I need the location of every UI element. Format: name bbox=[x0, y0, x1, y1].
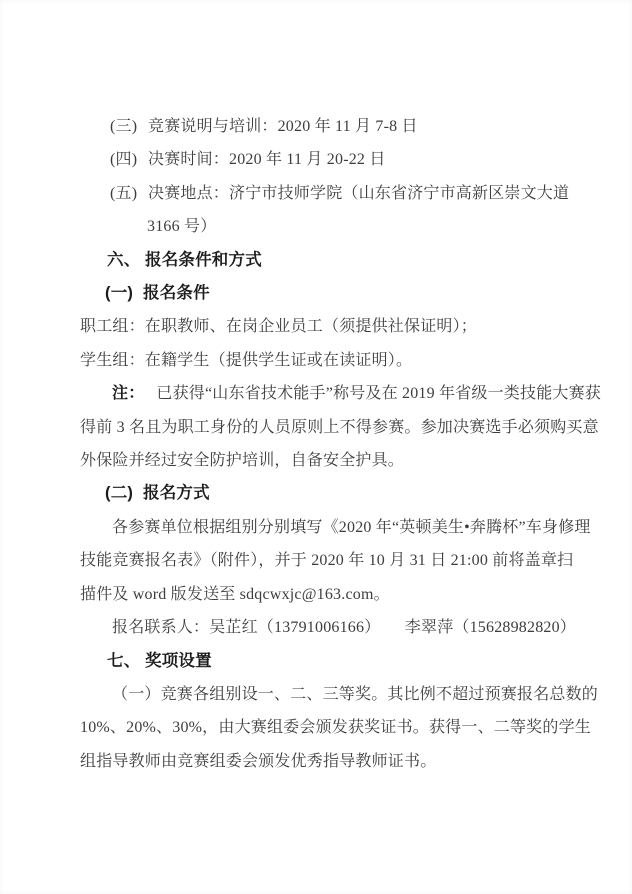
line-text: （一）竞赛各组别设一、二、三等奖。其比例不超过预赛报名总数的 bbox=[112, 685, 599, 703]
text-line bbox=[80, 678, 599, 711]
text-line bbox=[80, 645, 562, 678]
line-text: 描件及 word 版发送至 sdqcwxjc@163.com。 bbox=[80, 585, 390, 603]
list-label: (一) bbox=[105, 284, 134, 303]
line-text: 报名条件和方式 bbox=[145, 250, 262, 269]
line-text: 竞赛说明与培训：2020 年 11 月 7-8 日 bbox=[148, 118, 418, 135]
text-line bbox=[80, 578, 562, 611]
text-line bbox=[80, 477, 562, 510]
line-text: 外保险并经过安全防护培训，自备安全护具。 bbox=[80, 452, 405, 470]
line-text: 学生组：在籍学生（提供学生证或在读证明）。 bbox=[80, 351, 413, 369]
line-text: 各参赛单位根据组别分别填写《2020 年“英顿美生•奔腾杯”车身修理 bbox=[112, 518, 591, 536]
text-line bbox=[80, 711, 591, 744]
document-body bbox=[80, 110, 602, 778]
text-line bbox=[80, 344, 562, 377]
line-text: 报名联系人：吴芷红（13791006166） 李翠萍（15628982820） bbox=[112, 619, 577, 637]
line-text: 报名条件 bbox=[143, 284, 210, 303]
text-line bbox=[80, 210, 562, 243]
text-line bbox=[80, 143, 562, 176]
text-line bbox=[80, 411, 599, 444]
text-line bbox=[80, 611, 577, 644]
list-label: (四) bbox=[110, 151, 138, 169]
text-line bbox=[80, 377, 602, 410]
text-line bbox=[80, 177, 570, 210]
line-text: 已获得“山东省技术能手”称号及在 2019 年省级一类技能大赛获 bbox=[156, 385, 602, 403]
line-text: 3166 号） bbox=[147, 218, 217, 236]
line-text: 报名方式 bbox=[143, 484, 210, 503]
line-text: 职工组：在职教师、在岗企业员工（须提供社保证明）； bbox=[80, 318, 478, 336]
text-line bbox=[80, 511, 591, 544]
text-line bbox=[80, 277, 562, 310]
list-label: (二) bbox=[105, 484, 134, 503]
line-text: 奖项设置 bbox=[145, 651, 212, 670]
note-lead-label: 注： bbox=[112, 385, 145, 403]
text-line bbox=[80, 745, 562, 778]
line-text: 决赛地点：济宁市技师学院（山东省济宁市高新区崇文大道 bbox=[148, 184, 570, 202]
list-label: (三) bbox=[110, 118, 138, 135]
text-line bbox=[80, 444, 562, 477]
list-label: 七、 bbox=[107, 651, 141, 670]
line-text: 决赛时间：2020 年 11 月 20-22 日 bbox=[148, 151, 386, 169]
line-text: 技能竞赛报名表》（附件），并于 2020 年 10 月 31 日 21:00 前将盖章扫 bbox=[80, 552, 574, 570]
line-text: 10%、20%、30%，由大赛组委会颁发获奖证书。获得一、二等奖的学生 bbox=[80, 719, 591, 737]
text-line bbox=[80, 544, 574, 577]
list-label: 六、 bbox=[107, 250, 141, 269]
text-line bbox=[80, 110, 562, 143]
text-line bbox=[80, 310, 562, 343]
line-text: 组指导教师由竞赛组委会颁发优秀指导教师证书。 bbox=[80, 752, 437, 770]
line-text: 得前 3 名且为职工身份的人员原则上不得参赛。参加决赛选手必须购买意 bbox=[80, 418, 599, 436]
list-label: (五) bbox=[110, 184, 138, 202]
text-line bbox=[80, 244, 562, 277]
